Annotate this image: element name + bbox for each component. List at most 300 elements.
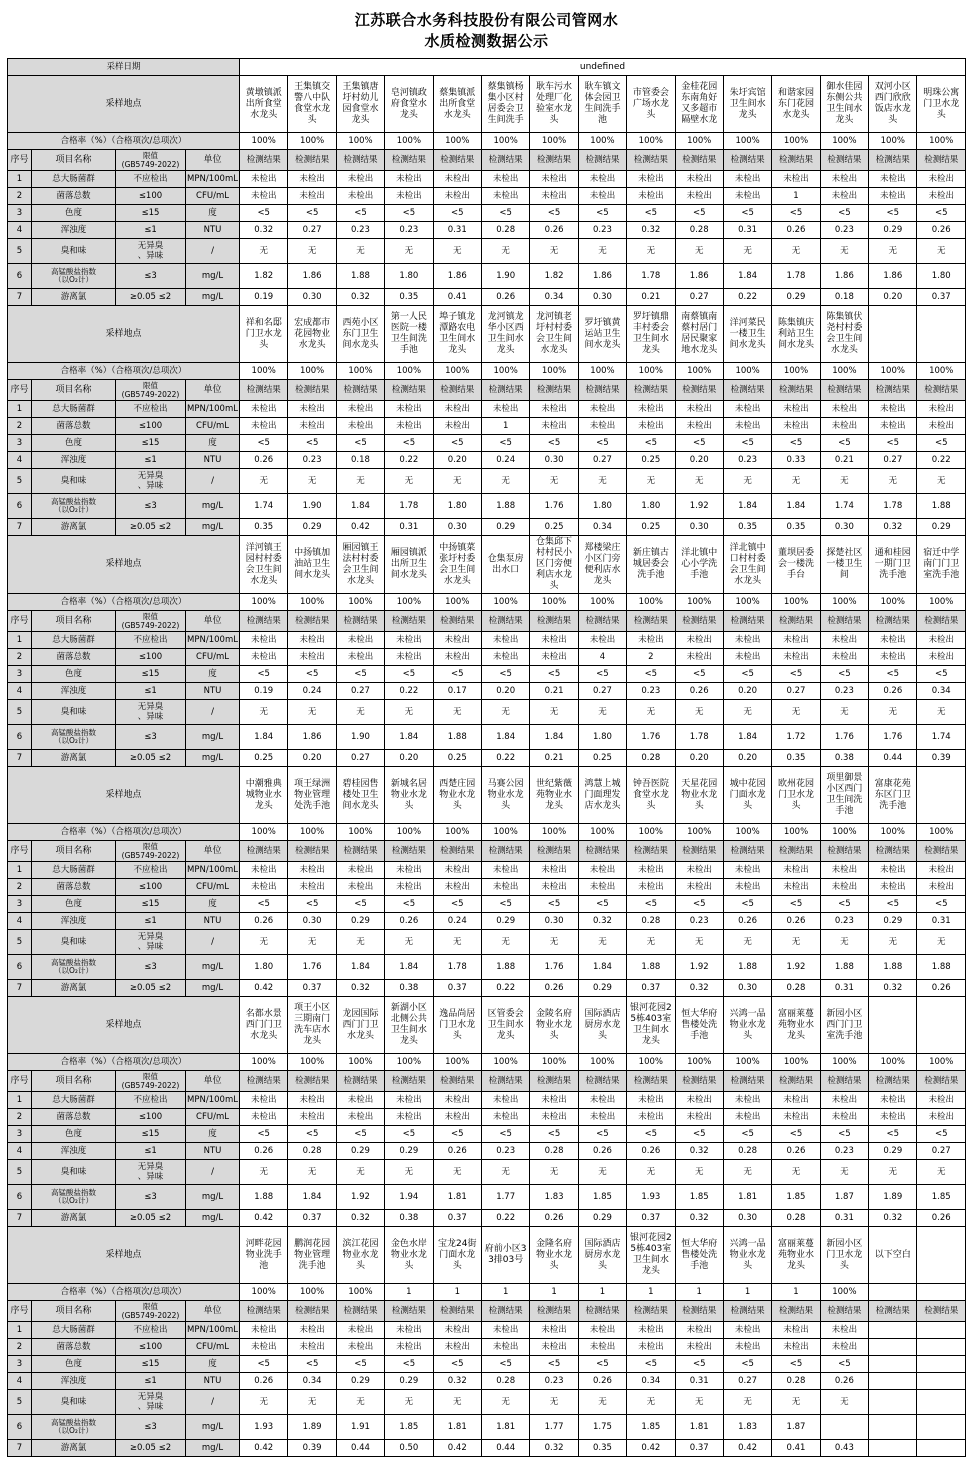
result-cell: 0.22: [385, 683, 433, 700]
result-cell: <5: [723, 896, 771, 913]
result-cell: 1: [772, 188, 820, 205]
column-header-result: 检测结果: [481, 1071, 529, 1092]
column-header-result: 检测结果: [675, 841, 723, 862]
pass-rate-row: [8, 363, 966, 380]
result-cell: <5: [917, 896, 966, 913]
result-cell: 未检出: [772, 1109, 820, 1126]
result-cell: 未检出: [240, 862, 288, 879]
result-cell: 1.76: [288, 955, 336, 980]
result-cell: 无: [385, 1390, 433, 1415]
result-cell: 未检出: [917, 862, 966, 879]
result-cell: 未检出: [288, 1092, 336, 1109]
pass-rate-cell: 100%: [336, 133, 384, 150]
result-cell: 0.28: [288, 1143, 336, 1160]
result-cell: 未检出: [820, 862, 868, 879]
result-cell: 0.23: [820, 913, 868, 930]
sample-location-cell: 祥和名邸门卫水龙头: [240, 306, 288, 363]
row-item-name: 游离氯: [32, 980, 116, 997]
pass-rate-cell: 100%: [675, 1054, 723, 1071]
result-cell: 0.34: [627, 1373, 675, 1390]
result-cell: 未检出: [433, 188, 481, 205]
result-cell: 未检出: [530, 862, 578, 879]
result-cell: 无: [240, 700, 288, 725]
result-cell: 未检出: [820, 418, 868, 435]
sample-location-cell: 第一人民医院一楼卫生间洗手池: [385, 306, 433, 363]
result-cell: 1.92: [675, 494, 723, 519]
row-seq: 2: [8, 1339, 32, 1356]
row-seq: 1: [8, 862, 32, 879]
result-cell: 未检出: [723, 632, 771, 649]
result-cell: 未检出: [433, 1339, 481, 1356]
result-cell: 0.26: [481, 289, 529, 306]
column-header-result: 检测结果: [288, 1071, 336, 1092]
result-cell: <5: [723, 1126, 771, 1143]
column-header-result: 检测结果: [240, 841, 288, 862]
result-cell: 1.77: [481, 1185, 529, 1210]
result-cell: 0.29: [385, 1143, 433, 1160]
result-cell: 1.83: [530, 1185, 578, 1210]
result-cell: 1.94: [385, 1185, 433, 1210]
row-item-name: 游离氯: [32, 1440, 116, 1457]
result-cell: 未检出: [675, 862, 723, 879]
row-limit: ≥0.05 ≤2: [116, 1440, 186, 1457]
column-header-row: [8, 1071, 966, 1092]
pass-rate-cell: 100%: [917, 363, 966, 380]
result-cell: 0.27: [869, 452, 917, 469]
row-limit: 无异臭 、异味: [116, 1160, 186, 1185]
result-cell: 未检出: [627, 862, 675, 879]
result-cell: 未检出: [675, 1322, 723, 1339]
pass-rate-row: [8, 1284, 966, 1301]
result-cell: [869, 1440, 917, 1457]
result-cell: 1.80: [240, 955, 288, 980]
row-seq: 1: [8, 632, 32, 649]
sample-location-cell: 兴鸿一品物业水龙头: [723, 997, 771, 1054]
result-cell: 未检出: [675, 1092, 723, 1109]
result-cell: 未检出: [240, 418, 288, 435]
result-cell: 1.86: [433, 264, 481, 289]
result-cell: 1.88: [917, 494, 966, 519]
row-item-name: 色度: [32, 435, 116, 452]
result-cell: 无: [578, 930, 626, 955]
result-cell: 无: [240, 930, 288, 955]
row-item-name: 菌落总数: [32, 879, 116, 896]
column-header-result: 检测结果: [820, 150, 868, 171]
result-cell: 未检出: [385, 632, 433, 649]
result-cell: <5: [288, 1356, 336, 1373]
result-cell: 0.21: [627, 289, 675, 306]
result-cell: 1.86: [820, 264, 868, 289]
result-cell: 无: [675, 930, 723, 955]
title-line-2: 水质检测数据公示: [424, 32, 549, 50]
result-cell: 1.88: [240, 1185, 288, 1210]
result-cell: 1.90: [336, 725, 384, 750]
result-cell: 无: [869, 700, 917, 725]
result-cell: 未检出: [723, 1109, 771, 1126]
result-cell: 0.20: [385, 750, 433, 767]
row-limit: 无异臭 、异味: [116, 469, 186, 494]
result-cell: 未检出: [820, 649, 868, 666]
result-cell: 未检出: [578, 1092, 626, 1109]
result-cell: 0.20: [288, 750, 336, 767]
table-row: [8, 1160, 966, 1185]
result-cell: 0.27: [336, 750, 384, 767]
result-cell: 无: [288, 930, 336, 955]
result-cell: 0.23: [820, 1143, 868, 1160]
pass-rate-cell: 100%: [433, 824, 481, 841]
row-seq: 7: [8, 1440, 32, 1457]
result-cell: 0.42: [240, 980, 288, 997]
column-header-result: 检测结果: [869, 1071, 917, 1092]
row-item-name: 臭和味: [32, 469, 116, 494]
table-row: [8, 205, 966, 222]
result-cell: 0.31: [433, 222, 481, 239]
result-cell: 0.44: [869, 750, 917, 767]
result-cell: 无: [530, 469, 578, 494]
sample-location-cell: 富丽莱蔓苑物业水龙头: [772, 997, 820, 1054]
result-cell: 0.41: [433, 289, 481, 306]
result-cell: <5: [675, 435, 723, 452]
result-cell: 0.39: [917, 750, 966, 767]
column-header-result: 检测结果: [723, 1071, 771, 1092]
row-item-name: 菌落总数: [32, 1339, 116, 1356]
result-cell: [917, 1322, 966, 1339]
result-cell: <5: [240, 1126, 288, 1143]
result-cell: 未检出: [917, 401, 966, 418]
row-limit: ≥0.05 ≤2: [116, 750, 186, 767]
result-cell: 未检出: [288, 171, 336, 188]
result-cell: 0.31: [723, 222, 771, 239]
result-cell: 未检出: [917, 188, 966, 205]
result-cell: 无: [481, 239, 529, 264]
row-item-name: 高锰酸盐指数 （以O₂计）: [32, 955, 116, 980]
result-cell: 未检出: [772, 632, 820, 649]
column-header-result: 检测结果: [869, 1301, 917, 1322]
result-cell: 无: [772, 1390, 820, 1415]
result-cell: 未检出: [578, 1322, 626, 1339]
row-unit: MPN/100mL: [186, 1322, 240, 1339]
result-cell: 0.26: [433, 1143, 481, 1160]
result-cell: 0.26: [917, 980, 966, 997]
table-row: [8, 171, 966, 188]
sample-location-label: 采样地点: [8, 306, 240, 363]
result-cell: 未检出: [869, 879, 917, 896]
result-cell: 1: [481, 418, 529, 435]
result-cell: 未检出: [530, 171, 578, 188]
result-cell: <5: [820, 1356, 868, 1373]
table-row: [8, 632, 966, 649]
result-cell: 未检出: [917, 1109, 966, 1126]
result-cell: 未检出: [820, 1109, 868, 1126]
result-cell: 1.84: [288, 1185, 336, 1210]
row-limit: ≤15: [116, 1356, 186, 1373]
result-cell: 未检出: [675, 879, 723, 896]
result-cell: 0.25: [578, 750, 626, 767]
row-seq: 6: [8, 1185, 32, 1210]
row-unit: CFU/mL: [186, 879, 240, 896]
sample-location-cell: 洋河镇王园村村委会卫生间水龙头: [240, 536, 288, 594]
result-cell: 0.32: [530, 1440, 578, 1457]
column-header-result: 检测结果: [627, 150, 675, 171]
row-unit: mg/L: [186, 750, 240, 767]
row-unit: 度: [186, 205, 240, 222]
result-cell: 无: [869, 930, 917, 955]
result-cell: <5: [578, 1356, 626, 1373]
sample-location-row: [8, 536, 966, 594]
result-cell: <5: [917, 1126, 966, 1143]
column-header-row: [8, 1301, 966, 1322]
result-cell: 1.78: [385, 494, 433, 519]
column-header-result: 检测结果: [336, 150, 384, 171]
result-cell: 1.85: [385, 1415, 433, 1440]
sample-location-cell: 双河小区西门欣欣饭店水龙头: [869, 76, 917, 133]
row-seq: 6: [8, 955, 32, 980]
result-cell: 未检出: [530, 1339, 578, 1356]
table-row: [8, 750, 966, 767]
row-item-name: 高锰酸盐指数 （以O₂计）: [32, 725, 116, 750]
result-cell: 0.30: [723, 980, 771, 997]
column-header-seq: 序号: [8, 150, 32, 171]
sample-location-cell: 罗圩镇鼎丰村委会卫生间水龙头: [627, 306, 675, 363]
result-cell: 无: [433, 469, 481, 494]
result-cell: 无: [917, 469, 966, 494]
pass-rate-cell: 100%: [820, 594, 868, 611]
result-cell: 未检出: [481, 188, 529, 205]
result-cell: 未检出: [433, 1092, 481, 1109]
pass-rate-cell: 100%: [723, 1054, 771, 1071]
result-cell: 0.26: [530, 980, 578, 997]
column-header-unit: 单位: [186, 1071, 240, 1092]
column-header-result: 检测结果: [336, 841, 384, 862]
row-unit: /: [186, 930, 240, 955]
table-row: [8, 896, 966, 913]
result-cell: <5: [336, 435, 384, 452]
table-row: [8, 1092, 966, 1109]
column-header-unit: 单位: [186, 150, 240, 171]
result-cell: 无: [869, 1160, 917, 1185]
row-item-name: 菌落总数: [32, 188, 116, 205]
result-cell: 无: [869, 239, 917, 264]
sample-location-cell: 明珠公寓门卫水龙头: [917, 76, 966, 133]
result-cell: 0.29: [288, 519, 336, 536]
result-cell: [917, 1339, 966, 1356]
result-cell: 1.88: [627, 955, 675, 980]
result-cell: 未检出: [917, 649, 966, 666]
row-seq: 7: [8, 750, 32, 767]
result-cell: 0.35: [723, 519, 771, 536]
row-seq: 3: [8, 205, 32, 222]
result-cell: 未检出: [240, 632, 288, 649]
result-cell: [820, 1415, 868, 1440]
column-header-result: 检测结果: [433, 1301, 481, 1322]
table-row: [8, 666, 966, 683]
row-unit: NTU: [186, 1143, 240, 1160]
result-cell: 无: [578, 700, 626, 725]
column-header-seq: 序号: [8, 380, 32, 401]
sample-location-cell: 欧州花园门卫水龙头: [772, 767, 820, 824]
row-seq: 3: [8, 666, 32, 683]
result-cell: 未检出: [530, 649, 578, 666]
row-limit: 不应检出: [116, 1322, 186, 1339]
result-cell: 无: [723, 700, 771, 725]
result-cell: 0.29: [869, 1143, 917, 1160]
result-cell: 0.19: [240, 683, 288, 700]
row-seq: 4: [8, 452, 32, 469]
pass-rate-cell: 100%: [627, 1054, 675, 1071]
pass-rate-cell: 100%: [385, 1054, 433, 1071]
result-cell: 0.23: [385, 222, 433, 239]
table-row: [8, 264, 966, 289]
result-cell: 无: [578, 239, 626, 264]
result-cell: 1.89: [288, 1415, 336, 1440]
result-cell: 0.23: [820, 222, 868, 239]
pass-rate-cell: 100%: [578, 133, 626, 150]
result-cell: 1.80: [578, 494, 626, 519]
result-cell: 0.32: [675, 980, 723, 997]
result-cell: 无: [627, 469, 675, 494]
result-cell: 1.75: [578, 1415, 626, 1440]
column-header-result: 检测结果: [288, 841, 336, 862]
result-cell: 未检出: [530, 879, 578, 896]
column-header-result: 检测结果: [723, 841, 771, 862]
sample-date-row: [8, 59, 966, 76]
result-cell: 1.84: [336, 955, 384, 980]
row-item-name: 浑浊度: [32, 1373, 116, 1390]
result-cell: <5: [385, 205, 433, 222]
sample-location-cell: 天星花园物业水龙头: [675, 767, 723, 824]
row-seq: 4: [8, 1143, 32, 1160]
result-cell: 0.25: [240, 750, 288, 767]
pass-rate-cell: 100%: [723, 594, 771, 611]
pass-rate-label: 合格率（%）（合格项次/总项次）: [8, 594, 240, 611]
result-cell: 无: [627, 700, 675, 725]
result-cell: <5: [336, 205, 384, 222]
result-cell: 0.32: [627, 222, 675, 239]
table-row: [8, 1210, 966, 1227]
sample-location-cell: 钟吾医院食堂水龙头: [627, 767, 675, 824]
sample-location-cell: 罗圩镇黄运站卫生间水龙头: [578, 306, 626, 363]
row-item-name: 游离氯: [32, 519, 116, 536]
result-cell: <5: [772, 896, 820, 913]
result-cell: 无: [627, 239, 675, 264]
table-row: [8, 1185, 966, 1210]
column-header-row: [8, 841, 966, 862]
row-seq: 3: [8, 1126, 32, 1143]
result-cell: 0.23: [288, 452, 336, 469]
result-cell: 0.32: [336, 980, 384, 997]
result-cell: 1.78: [433, 955, 481, 980]
result-cell: <5: [433, 666, 481, 683]
row-unit: /: [186, 1160, 240, 1185]
result-cell: 未检出: [917, 418, 966, 435]
result-cell: 0.29: [917, 519, 966, 536]
column-header-result: 检测结果: [240, 150, 288, 171]
result-cell: [869, 1339, 917, 1356]
row-unit: CFU/mL: [186, 1339, 240, 1356]
pass-rate-cell: 100%: [288, 133, 336, 150]
sample-location-cell: 仓集邱下村村民小区门旁便利店水龙头: [530, 536, 578, 594]
result-cell: 0.41: [772, 1440, 820, 1457]
result-cell: 未检出: [288, 188, 336, 205]
result-cell: 0.20: [675, 452, 723, 469]
column-header-result: 检测结果: [385, 150, 433, 171]
row-item-name: 高锰酸盐指数 （以O₂计）: [32, 1415, 116, 1440]
column-header-result: 检测结果: [772, 380, 820, 401]
result-cell: 未检出: [481, 171, 529, 188]
result-cell: 无: [627, 1390, 675, 1415]
result-cell: 1.76: [530, 955, 578, 980]
result-cell: <5: [675, 1356, 723, 1373]
sample-location-cell: 中扬镇加油站卫生间水龙头: [288, 536, 336, 594]
sample-location-cell: 厢园镇王法村村委会卫生间水龙头: [336, 536, 384, 594]
column-header-result: 检测结果: [481, 150, 529, 171]
row-unit: CFU/mL: [186, 1109, 240, 1126]
pass-rate-cell: 100%: [820, 1054, 868, 1071]
result-cell: 0.29: [481, 913, 529, 930]
result-cell: <5: [336, 1126, 384, 1143]
row-limit: ≤3: [116, 1185, 186, 1210]
result-cell: 0.18: [820, 289, 868, 306]
result-cell: 0.19: [240, 289, 288, 306]
result-cell: 无: [336, 469, 384, 494]
result-cell: 0.28: [627, 913, 675, 930]
sample-location-cell: 董坝居委会一楼洗手台: [772, 536, 820, 594]
result-cell: <5: [336, 896, 384, 913]
result-cell: 0.27: [578, 452, 626, 469]
result-cell: 1.92: [772, 955, 820, 980]
row-seq: 6: [8, 1415, 32, 1440]
pass-rate-cell: 100%: [288, 824, 336, 841]
result-cell: 未检出: [336, 862, 384, 879]
result-cell: 无: [481, 469, 529, 494]
result-cell: 0.21: [530, 683, 578, 700]
pass-rate-cell: 1: [530, 1284, 578, 1301]
result-cell: 1.77: [530, 1415, 578, 1440]
result-cell: 未检出: [627, 1322, 675, 1339]
result-cell: 1.92: [336, 1185, 384, 1210]
result-cell: 1.80: [627, 494, 675, 519]
result-cell: 0.20: [675, 750, 723, 767]
result-cell: <5: [385, 666, 433, 683]
pass-rate-cell: 100%: [820, 824, 868, 841]
result-cell: <5: [917, 435, 966, 452]
result-cell: 0.28: [675, 222, 723, 239]
row-limit: 不应检出: [116, 401, 186, 418]
sample-location-label: 采样地点: [8, 767, 240, 824]
result-cell: 1.74: [917, 725, 966, 750]
result-cell: 0.26: [578, 1143, 626, 1160]
result-cell: 未检出: [627, 1092, 675, 1109]
sample-location-row: [8, 767, 966, 824]
row-limit: ≤15: [116, 205, 186, 222]
column-header-result: 检测结果: [433, 150, 481, 171]
result-cell: 未检出: [869, 188, 917, 205]
result-cell: <5: [481, 205, 529, 222]
column-header-result: 检测结果: [288, 380, 336, 401]
result-cell: 未检出: [578, 188, 626, 205]
result-cell: [869, 1322, 917, 1339]
result-cell: 0.28: [481, 222, 529, 239]
page-title: [0, 0, 973, 58]
result-cell: 未检出: [336, 401, 384, 418]
pass-rate-cell: 100%: [917, 133, 966, 150]
result-cell: <5: [288, 896, 336, 913]
sample-location-cell: 鸿慧上城门面理发店水龙头: [578, 767, 626, 824]
result-cell: 未检出: [288, 632, 336, 649]
column-header-result: 检测结果: [481, 611, 529, 632]
column-header-limit: 限值 (GB5749-2022): [116, 1071, 186, 1092]
result-cell: 1.88: [433, 725, 481, 750]
